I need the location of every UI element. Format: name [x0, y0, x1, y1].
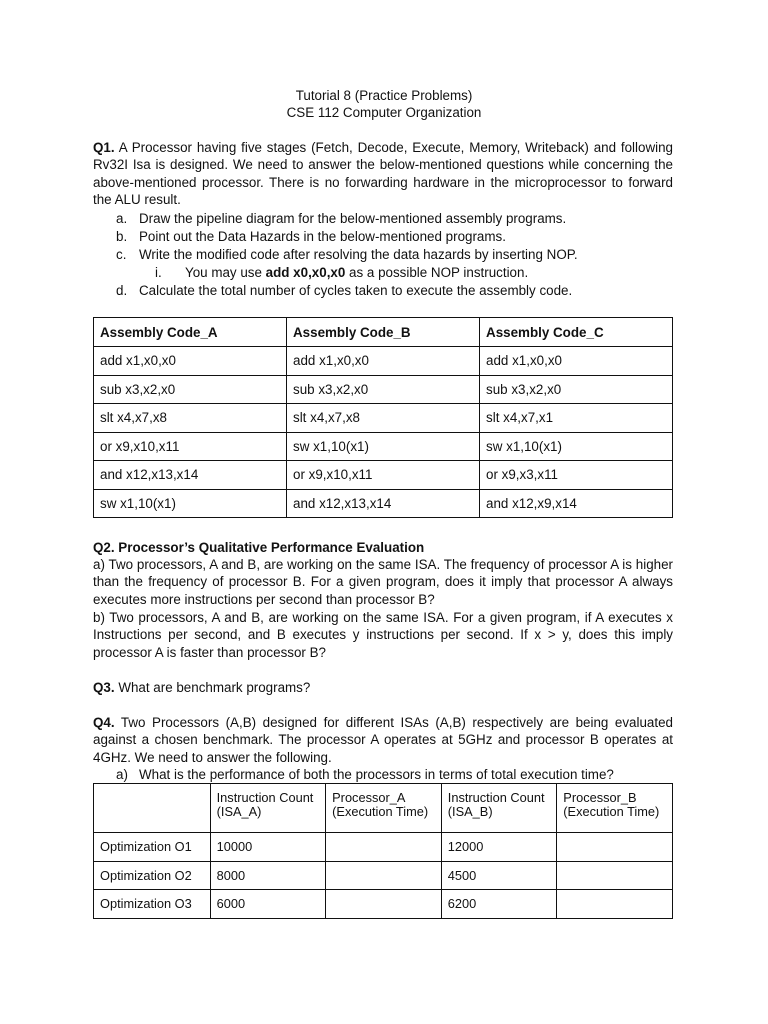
table-cell: sw x1,10(x1) [94, 489, 287, 518]
table-cell [557, 833, 673, 862]
table-cell: sub x3,x2,x0 [94, 375, 287, 404]
table-cell: sub x3,x2,x0 [480, 375, 673, 404]
course-title: CSE 112 Computer Organization [286, 105, 482, 120]
header-processor-b-time: Processor_B (Execution Time) [557, 784, 673, 833]
table-row [94, 347, 673, 376]
table-cell: or x9,x10,x11 [94, 432, 287, 461]
table-row [94, 489, 673, 518]
q1-item-d: Calculate the total number of cycles taken to execute the assembly code. [139, 283, 573, 298]
table-cell: and x12,x13,x14 [287, 489, 480, 518]
table-row [94, 404, 673, 433]
table-row [94, 432, 673, 461]
q1-subitem-i [185, 264, 528, 281]
q1-item-b: Point out the Data Hazards in the below-mentioned programs. [139, 229, 506, 244]
table-cell: 12000 [441, 833, 557, 862]
table-row [94, 861, 673, 890]
header-code-b: Assembly Code_B [287, 318, 480, 347]
table-row [94, 461, 673, 490]
table-cell: and x12,x9,x14 [480, 489, 673, 518]
q4-item-a-marker: a) [116, 767, 128, 782]
table-cell: 4500 [441, 861, 557, 890]
table-row [94, 890, 673, 919]
table-cell [326, 861, 442, 890]
header-code-c: Assembly Code_C [480, 318, 673, 347]
header-code-a: Assembly Code_A [94, 318, 287, 347]
q1-item-d-marker: d. [116, 283, 128, 298]
table-cell [557, 861, 673, 890]
q2-part-a: a) Two processors, A and B, are working on the same ISA. The frequency of processor A is higher than the frequency of processor B. For a given program, does it imply that processor A always executes more instructions per second than processor B? [93, 557, 673, 607]
table-cell: sw x1,10(x1) [287, 432, 480, 461]
q1-label: Q1. [93, 140, 115, 155]
table-row [94, 375, 673, 404]
q4-label: Q4. [93, 715, 115, 730]
table-cell: add x1,x0,x0 [480, 347, 673, 376]
table-cell: Optimization O2 [94, 861, 211, 890]
q1-item-a-marker: a. [116, 211, 128, 226]
table-cell: and x12,x13,x14 [94, 461, 287, 490]
table-cell: 8000 [210, 861, 326, 890]
table-cell: slt x4,x7,x1 [480, 404, 673, 433]
table-cell [557, 890, 673, 919]
q3-text: What are benchmark programs? [114, 680, 311, 695]
table-header-row [94, 784, 673, 833]
table-cell: slt x4,x7,x8 [287, 404, 480, 433]
table-cell: sw x1,10(x1) [480, 432, 673, 461]
q1-paragraph [93, 139, 673, 209]
table-cell: Optimization O3 [94, 890, 211, 919]
table-cell: sub x3,x2,x0 [287, 375, 480, 404]
nop-text-pre: You may use [185, 265, 266, 280]
q3-label: Q3. [93, 680, 115, 695]
q4-item-a: What is the performance of both the processors in terms of total execution time? [139, 767, 614, 782]
table-cell [326, 833, 442, 862]
q1-item-b-marker: b. [116, 229, 128, 244]
header-instruction-count-b: Instruction Count (ISA_B) [441, 784, 557, 833]
table-cell: Optimization O1 [94, 833, 211, 862]
table-cell: or x9,x3,x11 [480, 461, 673, 490]
table-cell: 6200 [441, 890, 557, 919]
q1-subitem-i-marker: i. [155, 265, 162, 280]
table-cell: 6000 [210, 890, 326, 919]
table-row [94, 833, 673, 862]
q1-text: A Processor having five stages (Fetch, Decode, Execute, Memory, Writeback) and following Rv32I Isa is designed. We need to answer the below-mentioned questions while concerning the above-mentioned processor. There is no forwarding hardware in the microprocessor to forward the ALU result. [93, 140, 673, 208]
table-cell: 10000 [210, 833, 326, 862]
table-cell: or x9,x10,x11 [287, 461, 480, 490]
table-cell: add x1,x0,x0 [94, 347, 287, 376]
q4-paragraph [93, 714, 673, 766]
q3-paragraph [93, 679, 673, 696]
header-empty [94, 784, 211, 833]
execution-time-table [93, 783, 673, 919]
q1-item-c: Write the modified code after resolving the data hazards by inserting NOP. [139, 247, 578, 262]
table-cell [326, 890, 442, 919]
nop-instruction: add x0,x0,x0 [265, 265, 346, 280]
table-cell: add x1,x0,x0 [287, 347, 480, 376]
assembly-code-table [93, 317, 673, 518]
q2-part-b: b) Two processors, A and B, are working on the same ISA. For a given program, if A executes x Instructions per second, and B executes y instructions per second. If x > y, does this imply processor A is faster than processor B? [93, 610, 673, 660]
document-title: Tutorial 8 (Practice Problems) [295, 88, 473, 103]
q1-item-c-marker: c. [116, 247, 127, 262]
nop-text-post: as a possible NOP instruction. [345, 265, 529, 280]
q1-item-a: Draw the pipeline diagram for the below-mentioned assembly programs. [139, 211, 567, 226]
table-header-row [94, 318, 673, 347]
q4-text: Two Processors (A,B) designed for different ISAs (A,B) respectively are being evaluated against a chosen benchmark. The processor A operates at 5GHz and processor B operates at 4GHz. We need to answer the following. [93, 715, 673, 765]
header-processor-a-time: Processor_A (Execution Time) [326, 784, 442, 833]
header-instruction-count-a: Instruction Count (ISA_A) [210, 784, 326, 833]
q2-title: Q2. Processor’s Qualitative Performance Evaluation [93, 540, 425, 555]
table-cell: slt x4,x7,x8 [94, 404, 287, 433]
